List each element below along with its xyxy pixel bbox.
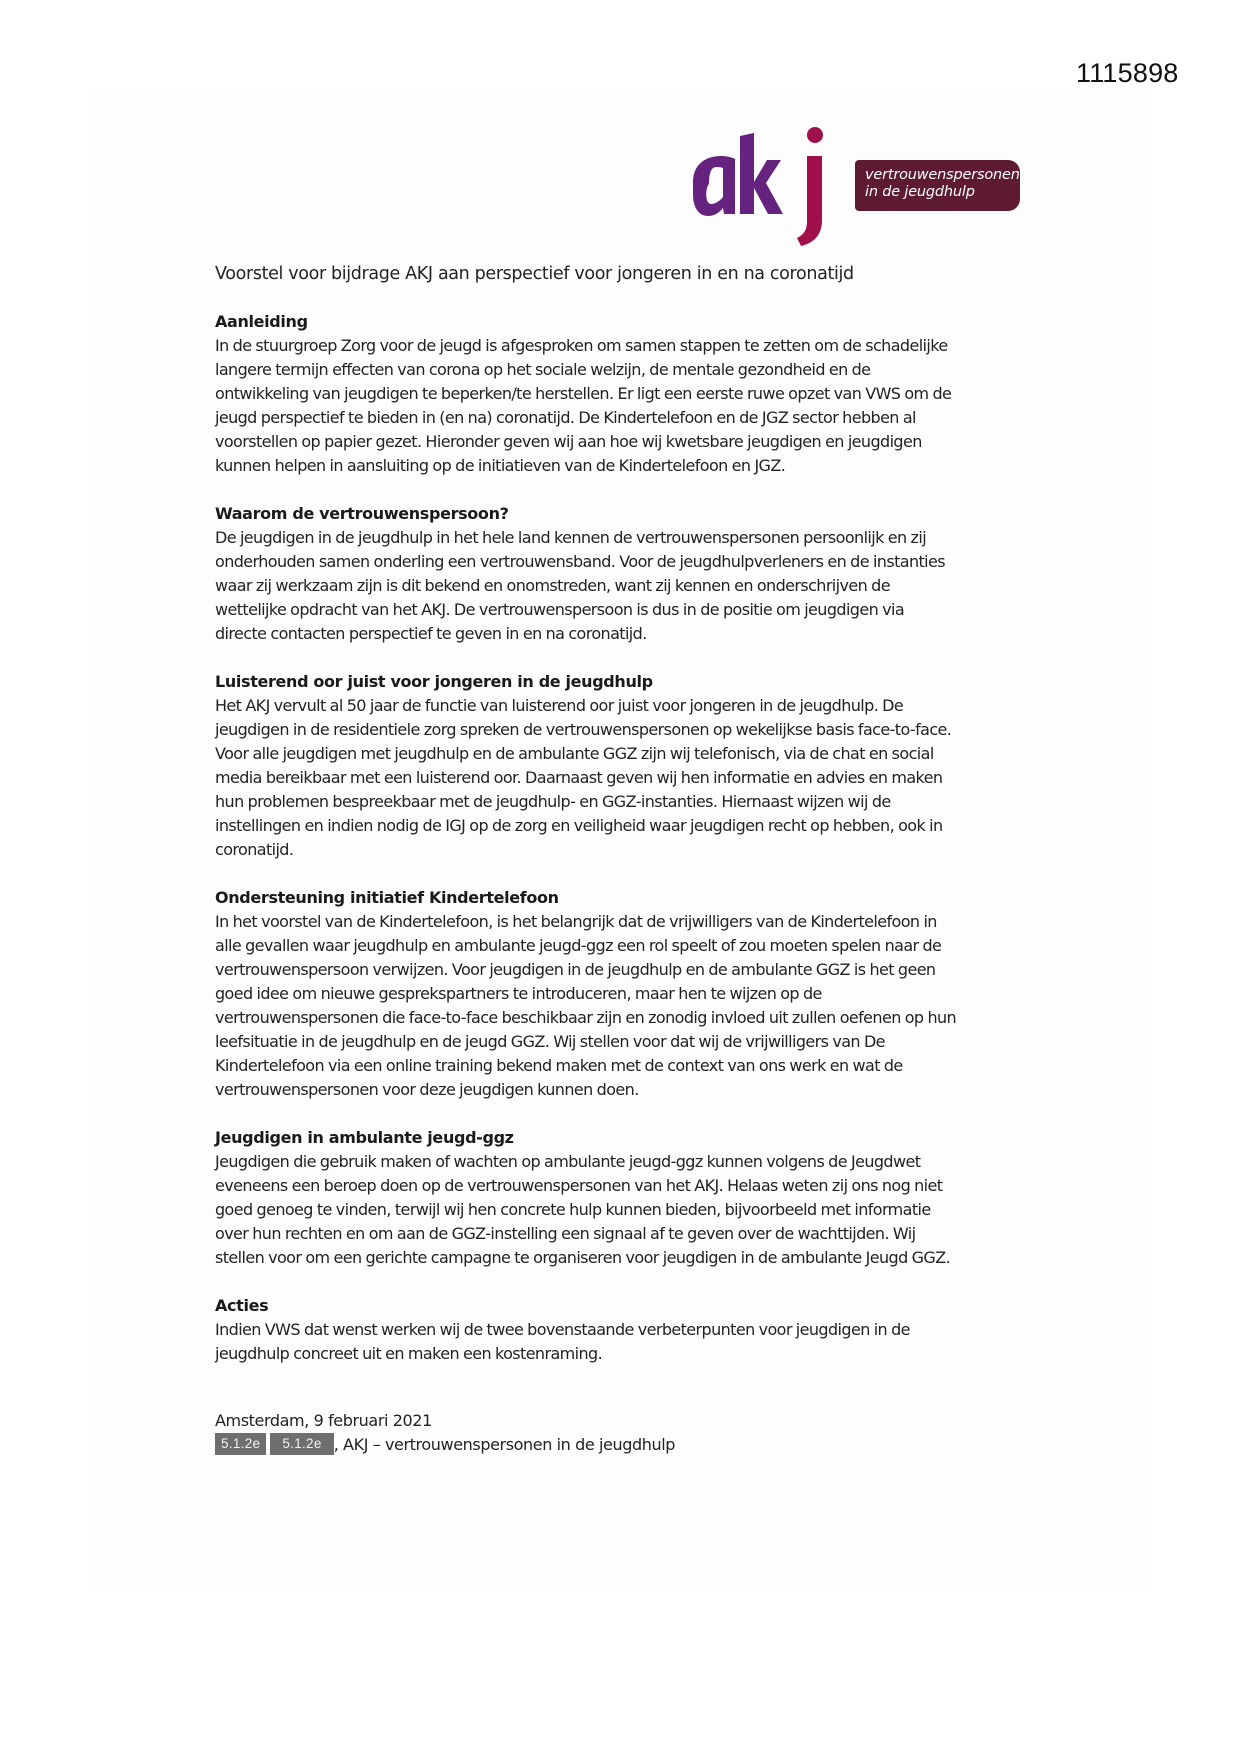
paragraph-line: Indien VWS dat wenst werken wij de twee bovenstaande verbeterpunten voor jeugdigen in de [215, 1320, 910, 1339]
section-luisterend-oor [215, 670, 1045, 862]
section-aanleiding [215, 310, 1045, 478]
paragraph-line: In het voorstel van de Kindertelefoon, is het belangrijk dat de vrijwilligers van de Kindertelefoon in [215, 912, 937, 931]
section-heading: Jeugdigen in ambulante jeugd-ggz [215, 1128, 514, 1147]
paragraph-line: instellingen en indien nodig de IGJ op de zorg en veiligheid waar jeugdigen recht op hebben, ook in [215, 816, 943, 835]
paragraph-line: jeugdhulp concreet uit en maken een kostenraming. [215, 1344, 603, 1363]
paragraph-line: directe contacten perspectief te geven in en na coronatijd. [215, 624, 647, 643]
paragraph-line: Voor alle jeugdigen met jeugdhulp en de ambulante GGZ zijn wij telefonisch, via de chat en social [215, 744, 934, 763]
paragraph-line: De jeugdigen in de jeugdhulp in het hele land kennen de vertrouwenspersonen persoonlijk en zij [215, 528, 927, 547]
paragraph-line: coronatijd. [215, 840, 294, 859]
section-acties [215, 1294, 1045, 1366]
paragraph-line: jeugd perspectief te bieden in (en na) coronatijd. De Kindertelefoon en de JGZ sector hebben al [215, 408, 916, 427]
section-heading: Acties [215, 1296, 269, 1315]
signature-organization: , AKJ – vertrouwenspersonen in de jeugdhulp [333, 1434, 676, 1454]
section-ambulante-jeugd-ggz [215, 1126, 1045, 1270]
section-heading: Waarom de vertrouwenspersoon? [215, 504, 509, 523]
document-body [215, 262, 1045, 1390]
document-title: Voorstel voor bijdrage AKJ aan perspectief voor jongeren in en na coronatijd [215, 264, 854, 284]
paragraph-line: voorstellen op papier gezet. Hieronder geven wij aan hoe wij kwetsbare jeugdigen en jeugdigen [215, 432, 922, 451]
logo-tagline-line-2: in de jeugdhulp [865, 184, 975, 200]
paragraph-line: wettelijke opdracht van het AKJ. De vertrouwenspersoon is dus in de positie om jeugdigen via [215, 600, 905, 619]
paragraph-line: leefsituatie in de jeugdhulp en de jeugd GGZ. Wij stellen voor dat wij de vrijwilligers van De [215, 1032, 885, 1051]
document-id: 1115898 [1076, 58, 1179, 88]
signature-line [215, 1432, 675, 1456]
akj-logo [690, 120, 1025, 248]
paragraph-line: vertrouwenspersonen die face-to-face beschikbaar zijn en zonodig invloed uit zullen oefenen op hun [215, 1008, 957, 1027]
akj-wordmark-icon [690, 120, 850, 248]
redaction-box: 5.1.2e [215, 1433, 266, 1455]
section-ondersteuning-kindertelefoon [215, 886, 1045, 1102]
paragraph-line: onderhouden samen onderling een vertrouwensband. Voor de jeugdhulpverleners en de instanties [215, 552, 945, 571]
paragraph-line: In de stuurgroep Zorg voor de jeugd is afgesproken om samen stappen te zetten om de schadelijke [215, 336, 948, 355]
section-heading: Ondersteuning initiatief Kindertelefoon [215, 888, 559, 907]
paragraph-line: eveneens een beroep doen op de vertrouwenspersonen van het AKJ. Helaas weten zij ons nog niet [215, 1176, 943, 1195]
paragraph-line: Het AKJ vervult al 50 jaar de functie van luisterend oor juist voor jongeren in de jeugdhulp. De [215, 696, 904, 715]
signature-block [215, 1410, 675, 1456]
paragraph-line: hun problemen bespreekbaar met de jeugdhulp- en GGZ-instanties. Hiernaast wijzen wij de [215, 792, 891, 811]
paragraph-line: ontwikkeling van jeugdigen te beperken/te herstellen. Er ligt een eerste ruwe opzet van VWS om de [215, 384, 952, 403]
paragraph-line: over hun rechten en om aan de GGZ-instelling een signaal af te geven over de wachttijden. Wij [215, 1224, 916, 1243]
paragraph-line: vertrouwenspersoon verwijzen. Voor jeugdigen in de jeugdhulp en de ambulante GGZ is het geen [215, 960, 936, 979]
paragraph-line: alle gevallen waar jeugdhulp en ambulante jeugd-ggz een rol speelt of zou moeten spelen naar de [215, 936, 942, 955]
paragraph-line: kunnen helpen in aansluiting op de initiatieven van de Kindertelefoon en JGZ. [215, 456, 786, 475]
redaction-box: 5.1.2e [270, 1433, 333, 1455]
paragraph-line: Kindertelefoon via een online training bekend maken met de context van ons werk en wat de [215, 1056, 903, 1075]
place-and-date: Amsterdam, 9 februari 2021 [215, 1411, 432, 1430]
paragraph-line: media bereikbaar met een luisterend oor. Daarnaast geven wij hen informatie en advies en maken [215, 768, 943, 787]
paragraph-line: jeugdigen in de residentiele zorg spreken de vertrouwenspersonen op wekelijkse basis face-to-face. [215, 720, 952, 739]
paragraph-line: Jeugdigen die gebruik maken of wachten op ambulante jeugd-ggz kunnen volgens de Jeugdwet [215, 1152, 921, 1171]
section-heading: Luisterend oor juist voor jongeren in de jeugdhulp [215, 672, 653, 691]
paragraph-line: waar zij werkzaam zijn is dit bekend en onomstreden, want zij kennen en onderschrijven de [215, 576, 890, 595]
logo-tagline-line-1: vertrouwenspersonen [865, 167, 1020, 183]
paragraph-line: langere termijn effecten van corona op het sociale welzijn, de mentale gezondheid en de [215, 360, 871, 379]
paragraph-line: vertrouwenspersonen voor deze jeugdigen kunnen doen. [215, 1080, 639, 1099]
paragraph-line: stellen voor om een gerichte campagne te organiseren voor jeugdigen in de ambulante Jeugd GGZ. [215, 1248, 951, 1267]
section-waarom-vertrouwenspersoon [215, 502, 1045, 646]
paragraph-line: goed idee om nieuwe gesprekspartners te introduceren, maar hen te wijzen op de [215, 984, 822, 1003]
paragraph-line: goed genoeg te vinden, terwijl wij hen concrete hulp kunnen bieden, bijvoorbeeld met informatie [215, 1200, 931, 1219]
logo-tagline-box [855, 160, 1020, 211]
section-heading: Aanleiding [215, 312, 308, 331]
